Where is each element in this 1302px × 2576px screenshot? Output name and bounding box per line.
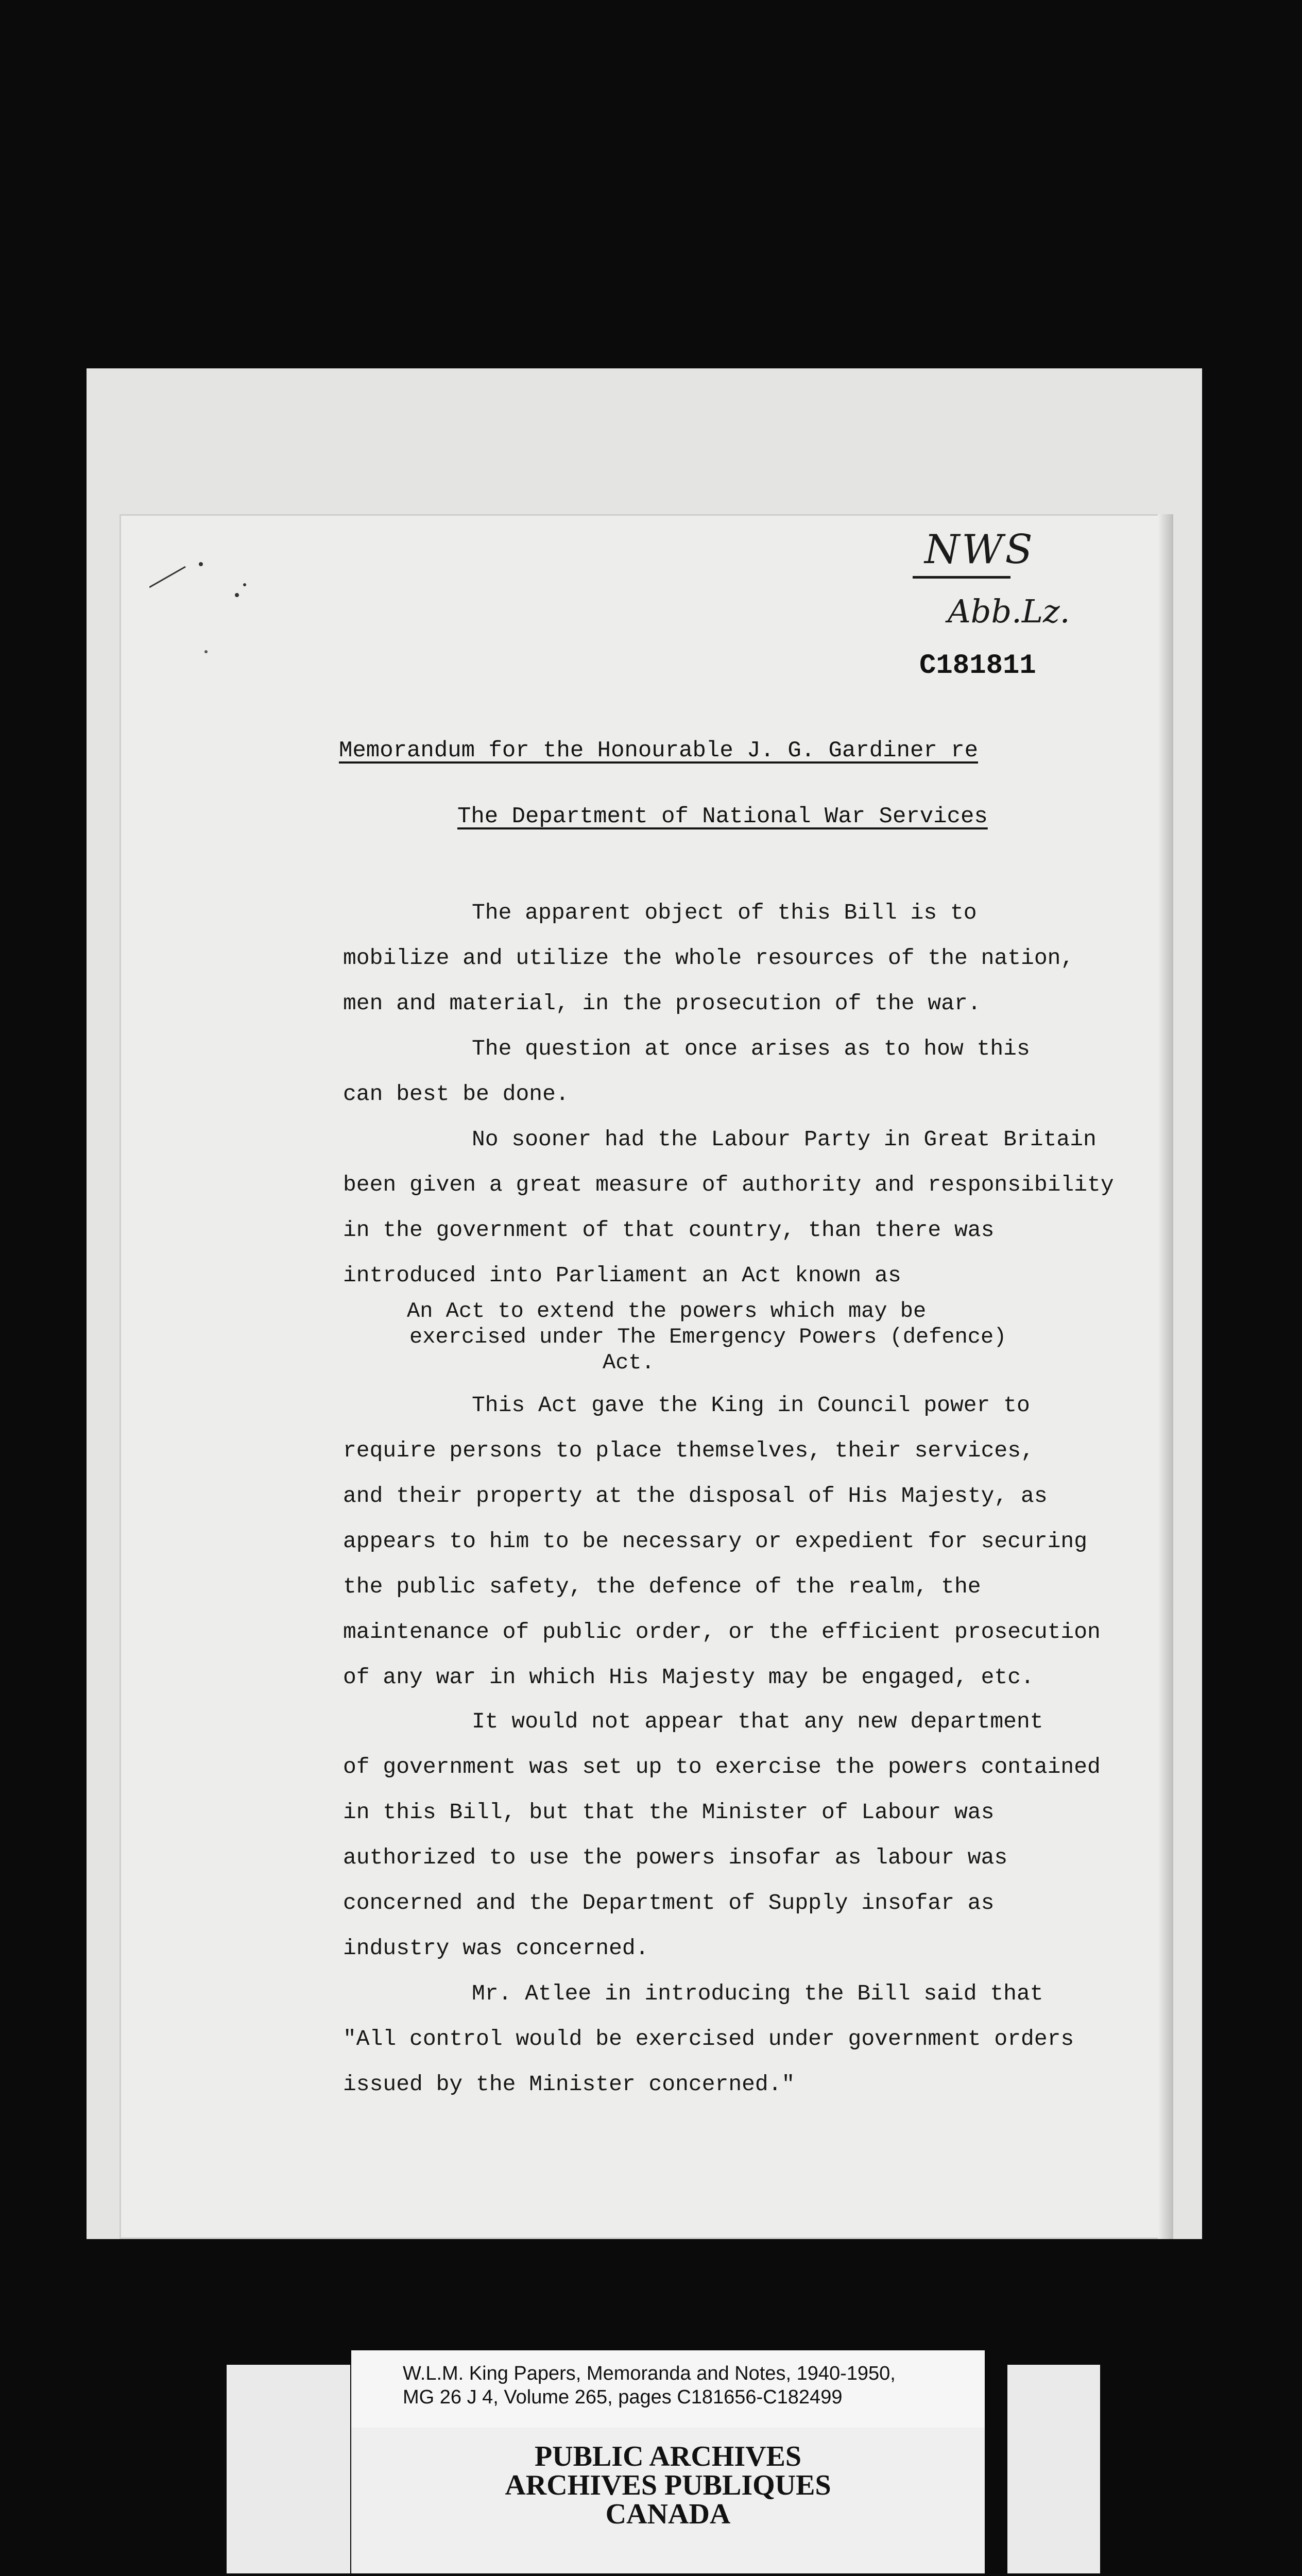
handwritten-initials: Abb.Lz.: [948, 592, 1070, 630]
memo-heading-line-2: The Department of National War Services: [457, 804, 988, 829]
paragraph-line: the public safety, the defence of the realm, the: [343, 1574, 981, 1599]
paper-specks: [149, 546, 273, 659]
stamp-line: ARCHIVES PUBLIQUES: [505, 2469, 831, 2501]
paragraph-line: concerned and the Department of Supply insofar as: [343, 1890, 995, 1916]
paragraph-line: issued by the Minister concerned.": [343, 2072, 795, 2097]
paragraph-line: can best be done.: [343, 1081, 569, 1107]
paragraph-line: industry was concerned.: [343, 1936, 649, 1961]
paragraph-line: in this Bill, but that the Minister of Labour was: [343, 1800, 995, 1825]
memo-heading-line-1: Memorandum for the Honourable J. G. Gardiner re: [339, 738, 979, 764]
paragraph-line: No sooner had the Labour Party in Great Britain: [472, 1127, 1097, 1152]
paragraph-line: introduced into Parliament an Act known as: [343, 1263, 901, 1288]
stamp-line: CANADA: [605, 2498, 731, 2530]
handwritten-note-nws: NWS: [924, 527, 1035, 573]
paragraph-2: [343, 1026, 1146, 1117]
paragraph-line: appears to him to be necessary or expedient for securing: [343, 1529, 1088, 1554]
paragraph-line: of government was set up to exercise the powers contained: [343, 1754, 1101, 1780]
public-archives-stamp: [351, 2428, 985, 2573]
paragraph-line: The apparent object of this Bill is to: [472, 900, 977, 925]
paragraph-1: [343, 890, 1146, 1026]
paragraph-line: in the government of that country, than there was: [343, 1217, 995, 1243]
stamp-line: PUBLIC ARCHIVES: [534, 2441, 802, 2472]
paragraph-line: Mr. Atlee in introducing the Bill said that: [472, 1981, 1043, 2006]
act-title-line: An Act to extend the powers which may be: [407, 1299, 927, 1324]
paragraph-line: authorized to use the powers insofar as labour was: [343, 1845, 1008, 1870]
act-title-line: exercised under The Emergency Powers (defence): [409, 1325, 1007, 1349]
paragraph-line: It would not appear that any new department: [472, 1709, 1043, 1734]
handwritten-underline: [913, 576, 1010, 579]
paragraph-4: [343, 1383, 1146, 1700]
act-title-quote: [407, 1298, 1006, 1376]
archive-card-left-edge: [227, 2365, 350, 2573]
page-edge-shadow: [1158, 514, 1173, 2239]
paragraph-line: men and material, in the prosecution of the war.: [343, 991, 981, 1016]
paragraph-line: This Act gave the King in Council power to: [472, 1393, 1030, 1418]
paragraph-line: require persons to place themselves, their services,: [343, 1438, 1034, 1463]
paragraph-line: mobilize and utilize the whole resources of the nation,: [343, 945, 1074, 971]
paragraph-line: and their property at the disposal of His Majesty, as: [343, 1483, 1048, 1509]
paragraph-3: [343, 1117, 1146, 1298]
archive-reference-label: [351, 2350, 985, 2428]
archive-reference-line: W.L.M. King Papers, Memoranda and Notes, 1940-1950,: [403, 2363, 896, 2384]
archive-reference-line: MG 26 J 4, Volume 265, pages C181656-C182499: [403, 2386, 843, 2408]
paragraph-line: of any war in which His Majesty may be engaged, etc.: [343, 1665, 1034, 1690]
archive-card-right-edge: [1007, 2365, 1100, 2573]
paragraph-line: maintenance of public order, or the efficient prosecution: [343, 1619, 1101, 1645]
act-title-line: Act.: [603, 1350, 655, 1375]
paragraph-line: The question at once arises as to how this: [472, 1036, 1030, 1061]
document-number: C181811: [919, 650, 1036, 682]
paragraph-line: been given a great measure of authority and responsibility: [343, 1172, 1114, 1197]
paragraph-6: [343, 1971, 1146, 2107]
paragraph-line: "All control would be exercised under government orders: [343, 2026, 1074, 2052]
paragraph-5: [343, 1699, 1146, 1971]
